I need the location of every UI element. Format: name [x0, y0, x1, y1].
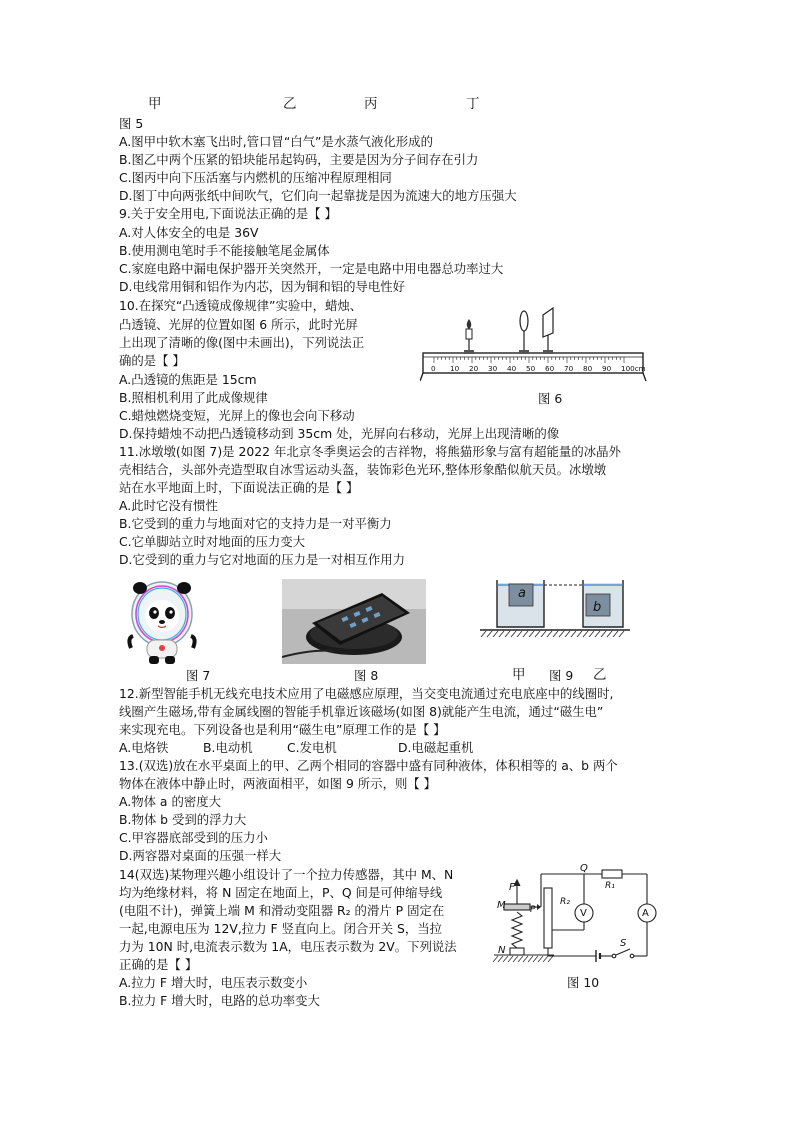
q14-option-b: B.拉力 F 增大时，电路的总功率变大 [119, 993, 320, 1008]
q14-stem-line2: 均为绝缘材料，将 N 固定在地面上，P、Q 间是可伸缩导线 [119, 885, 443, 900]
label-s: S [620, 938, 627, 949]
q13-stem-line1: 13.(双选)放在水平桌面上的甲、乙两个相同的容器中盛有同种液体，体积相等的 a、b 两个 [119, 758, 618, 773]
q11-option-c: C.它单脚站立时对地面的压力变大 [119, 534, 306, 549]
q13-stem-line2: 物体在液体中静止时，两液面相平，如图 9 所示，则【 】 [119, 776, 437, 791]
q12-option-b: B.电动机 [203, 740, 253, 755]
q10-option-a: A.凸透镜的焦距是 15cm [119, 372, 257, 387]
q8-option-b: B.图乙中两个压紧的铅块能吊起钩码，主要是因为分子间存在引力 [119, 152, 479, 167]
q12-stem-line2: 线圈产生磁场,带有金属线圈的智能手机靠近该磁场(如图 8)就能产生电流，通过“磁生电” [119, 704, 604, 719]
label-jia: 甲 [148, 96, 162, 112]
ruler-tick-label: 80 [583, 364, 593, 373]
ruler-tick-label: 10 [450, 364, 460, 373]
q10-stem-line1: 10.在探究“凸透镜成像规律”实验中，蜡烛、 [119, 298, 363, 313]
ruler-tick-label: 0 [431, 364, 436, 373]
fig10-caption: 图 10 [567, 975, 600, 990]
q8-option-c: C.图丙中向下压活塞与内燃机的压缩冲程原理相同 [119, 170, 392, 185]
q11-stem-line1: 11.冰墩墩(如图 7)是 2022 年北京冬季奥运会的吉祥物，将熊猫形象与富有超能量的冰晶外 [119, 444, 621, 459]
q14-stem-line4: 一起,电源电压为 12V,拉力 F 竖直向上。闭合开关 S，当拉 [119, 921, 443, 936]
q9-stem: 9.关于安全用电,下面说法正确的是【 】 [119, 206, 337, 221]
q14-stem-line5: 力为 10N 时,电流表示数为 1A，电压表示数为 2V。下列说法 [119, 939, 457, 954]
label-r1: R₁ [605, 881, 615, 891]
q12-option-d: D.电磁起重机 [398, 740, 474, 755]
q13-option-b: B.物体 b 受到的浮力大 [119, 812, 247, 827]
q8-option-d: D.图丁中向两张纸中间吹气，它们向一起靠拢是因为流速大的地方压强大 [119, 188, 517, 203]
q10-option-c: C.蜡烛燃烧变短，光屏上的像也会向下移动 [119, 408, 355, 423]
label-m: M [497, 900, 506, 911]
label-p: P [530, 905, 536, 915]
fig9-label-jia: 甲 [512, 667, 526, 683]
ruler-tick-label: 50 [526, 364, 536, 373]
q11-option-a: A.此时它没有惯性 [119, 498, 218, 513]
screen-icon [543, 308, 553, 354]
label-r2: R₂ [560, 897, 570, 907]
q11-stem-line3: 站在水平地面上时，下面说法正确的是【 】 [119, 480, 359, 495]
q14-stem-line6: 正确的是【 】 [119, 957, 198, 972]
q13-option-a: A.物体 a 的密度大 [119, 794, 222, 809]
label-bing: 丙 [364, 96, 378, 112]
q8-option-a: A.图甲中软木塞飞出时,管口冒“白气”是水蒸气液化形成的 [119, 134, 433, 149]
candle-icon [464, 319, 474, 354]
wireless-charging-figure [282, 579, 426, 664]
ruler-tick-label: 100cm [621, 364, 646, 373]
q13-option-c: C.甲容器底部受到的压力小 [119, 830, 268, 845]
q10-option-d: D.保持蜡烛不动把凸透镜移动到 35cm 处，光屏向右移动，光屏上出现清晰的像 [119, 426, 560, 441]
optical-bench-figure [420, 305, 648, 387]
circuit-figure [492, 860, 662, 970]
q9-option-b: B.使用测电笔时手不能接触笔尾金属体 [119, 243, 330, 258]
label-q: Q [580, 863, 588, 874]
block-a-label: a [518, 586, 526, 601]
fig5-caption: 图 5 [119, 116, 144, 131]
ruler-tick-label: 40 [507, 364, 517, 373]
lens-icon [519, 311, 529, 354]
q14-option-a: A.拉力 F 增大时，电压表示数变小 [119, 975, 308, 990]
fig9-label-yi: 乙 [593, 667, 607, 683]
fig6-caption: 图 6 [538, 391, 563, 406]
q11-stem-line2: 壳相结合，头部外壳造型取自冰雪运动头盔，装饰彩色光环,整体形象酷似航天员。冰墩墩 [119, 462, 607, 477]
q12-stem-line3: 来实现充电。下列设备也是利用“磁生电”原理工作的是【 】 [119, 722, 446, 737]
q12-option-c: C.发电机 [287, 740, 337, 755]
ruler-tick-label: 70 [564, 364, 574, 373]
q10-option-b: B.照相机利用了此成像规律 [119, 390, 268, 405]
q13-option-d: D.两容器对桌面的压强一样大 [119, 848, 282, 863]
label-yi: 乙 [283, 96, 297, 112]
containers-figure [480, 578, 630, 640]
label-f: F [509, 882, 515, 893]
q10-stem-line3: 上出现了清晰的像(图中未画出)，下列说法正 [119, 335, 365, 350]
q14-stem-line3: (电阻不计)，弹簧上端 M 和滑动变阻器 R₂ 的滑片 P 固定在 [119, 903, 445, 918]
ruler-tick-label: 20 [469, 364, 479, 373]
ruler-tick-label: 60 [545, 364, 555, 373]
q9-option-a: A.对人体安全的电是 36V [119, 225, 259, 240]
q12-stem-line1: 12.新型智能手机无线充电技术应用了电磁感应原理，当交变电流通过充电底座中的线圈时, [119, 686, 614, 701]
ruler-tick-label: 90 [602, 364, 612, 373]
q11-option-b: B.它受到的重力与地面对它的支持力是一对平衡力 [119, 516, 392, 531]
label-a: A [642, 908, 649, 919]
q10-stem-line2: 凸透镜、光屏的位置如图 6 所示，此时光屏 [119, 317, 358, 332]
label-v: V [580, 908, 587, 919]
ruler-tick-label: 30 [488, 364, 498, 373]
q11-option-d: D.它受到的重力与它对地面的压力是一对相互作用力 [119, 552, 406, 567]
fig7-caption: 图 7 [186, 668, 211, 683]
label-ding: 丁 [466, 96, 480, 112]
fig9-caption: 图 9 [549, 668, 574, 683]
q9-option-c: C.家庭电路中漏电保护器开关突然开，一定是电路中用电器总功率过大 [119, 261, 504, 276]
fig8-caption: 图 8 [354, 668, 379, 683]
q10-stem-line4: 确的是【 】 [119, 353, 185, 368]
q14-stem-line1: 14(双选)某物理兴趣小组设计了一个拉力传感器，其中 M、N [119, 867, 454, 882]
mascot-figure [125, 578, 200, 666]
q12-option-a: A.电烙铁 [119, 740, 169, 755]
block-b-label: b [593, 600, 602, 615]
label-n: N [498, 945, 506, 956]
q9-option-d: D.电线常用铜和铝作为内芯，因为铜和铝的导电性好 [119, 279, 406, 294]
